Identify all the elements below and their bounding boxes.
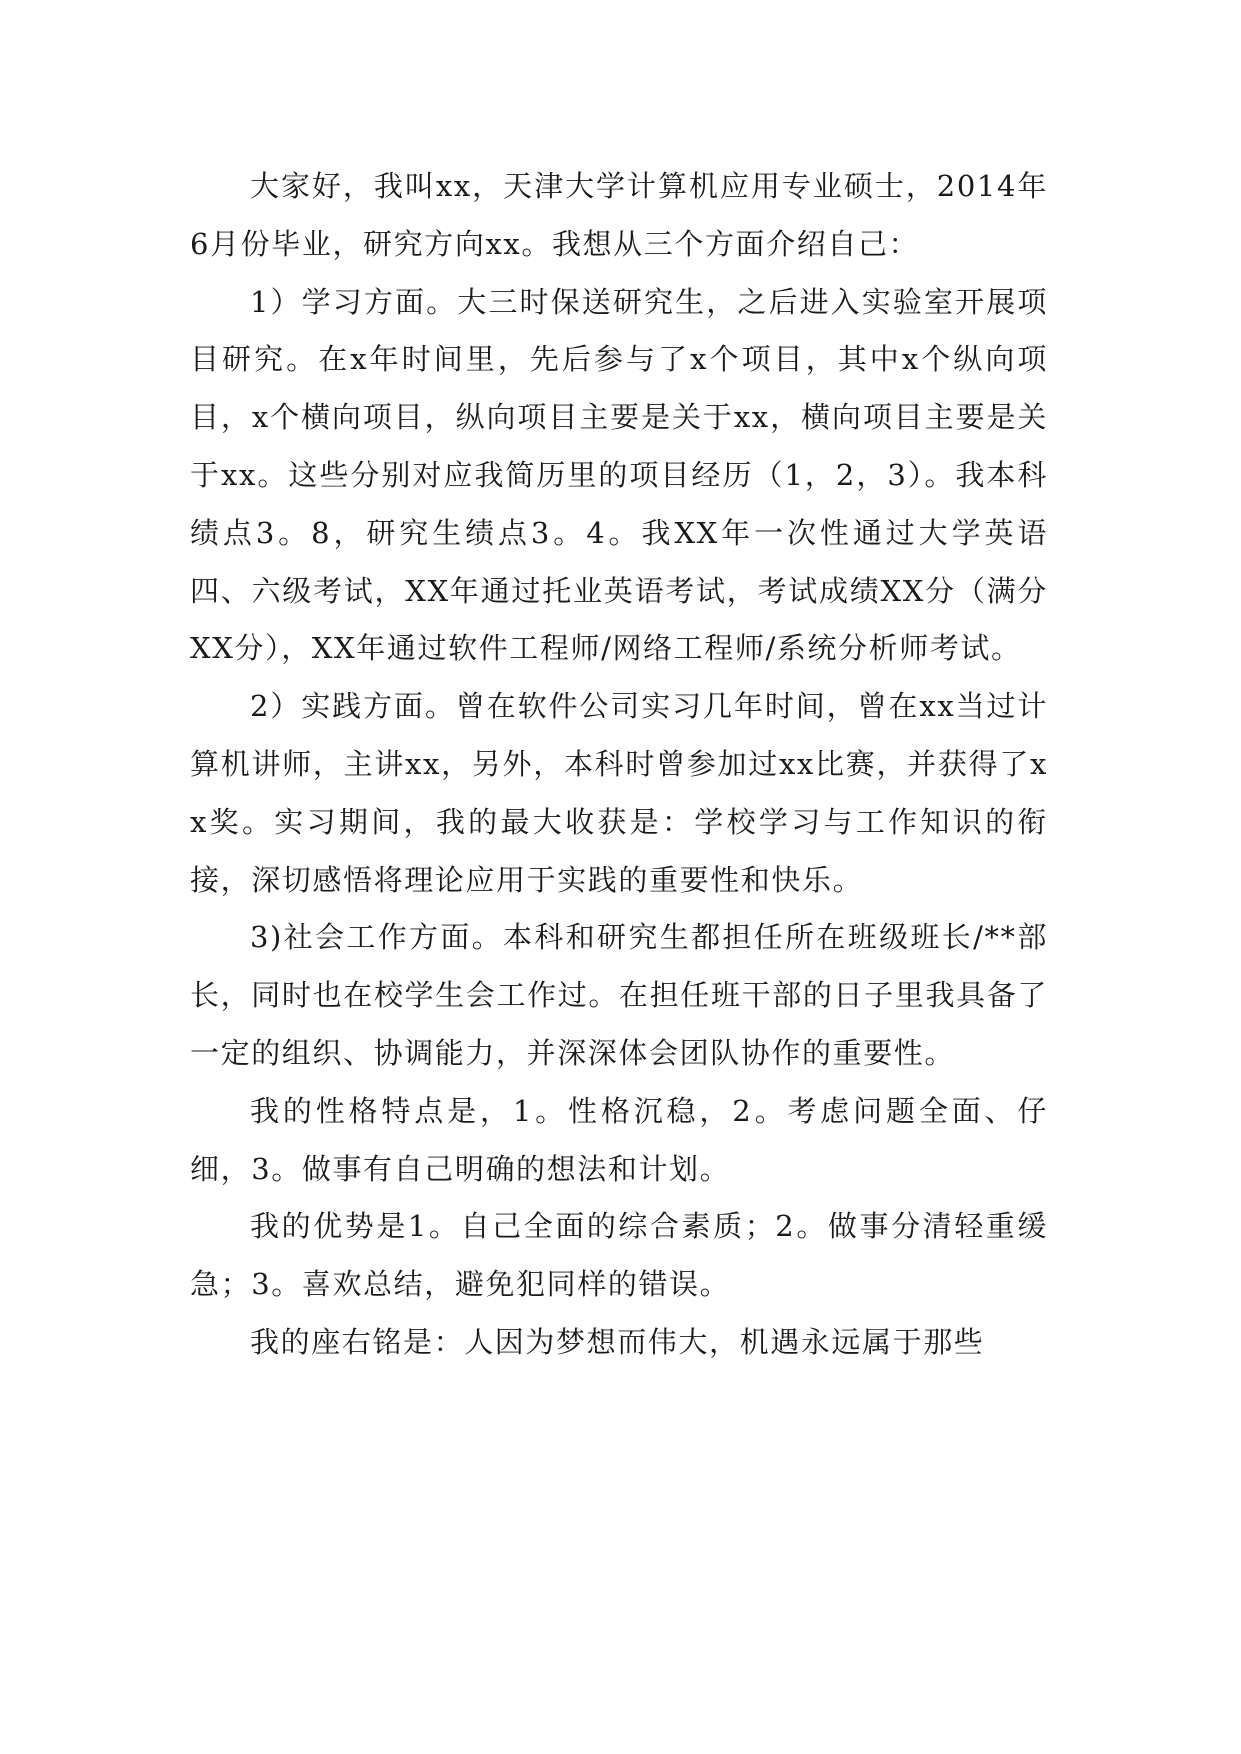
paragraph-intro: 大家好，我叫xx，天津大学计算机应用专业硕士，2014年6月份毕业，研究方向xx。我想从三个方面介绍自己： <box>190 169 1048 261</box>
paragraph-strengths: 我的优势是1。自己全面的综合素质；2。做事分清轻重缓急；3。喜欢总结，避免犯同样的错误。 <box>190 1209 1048 1302</box>
paragraph-practice: 2）实践方面。曾在软件公司实习几年时间，曾在xx当过计算机讲师，主讲xx，另外，本科时曾参加过xx比赛，并获得了xx奖。实习期间，我的最大收获是：学校学习与工作知识的衔接，深切感悟将理论应用于实践的重要性和快乐。 <box>190 689 1048 897</box>
paragraph-study: 1）学习方面。大三时保送研究生，之后进入实验室开展项目研究。在x年时间里，先后参与了x个项目，其中x个纵向项目，x个横向项目，纵向项目主要是关于xx，横向项目主要是关于xx。这些分别对应我简历里的项目经历（1，2，3）。我本科绩点3。8，研究生绩点3。4。我XX年一次性通过大学英语四、六级考试，XX年通过托业英语考试，考试成绩XX分（满分XX分），XX年通过软件工程师/网络工程师/系统分析师考试。 <box>190 284 1048 666</box>
paragraph-personality: 我的性格特点是，1。性格沉稳，2。考虑问题全面、仔细，3。做事有自己明确的想法和计划。 <box>190 1093 1048 1186</box>
paragraph-social-work: 3)社会工作方面。本科和研究生都担任所在班级班长/**部长，同时也在校学生会工作过。在担任班干部的日子里我具备了一定的组织、协调能力，并深深体会团队协作的重要性。 <box>190 920 1048 1070</box>
document-body <box>190 158 1048 1372</box>
paragraph-motto: 我的座右铭是：人因为梦想而伟大，机遇永远属于那些 <box>250 1324 985 1359</box>
